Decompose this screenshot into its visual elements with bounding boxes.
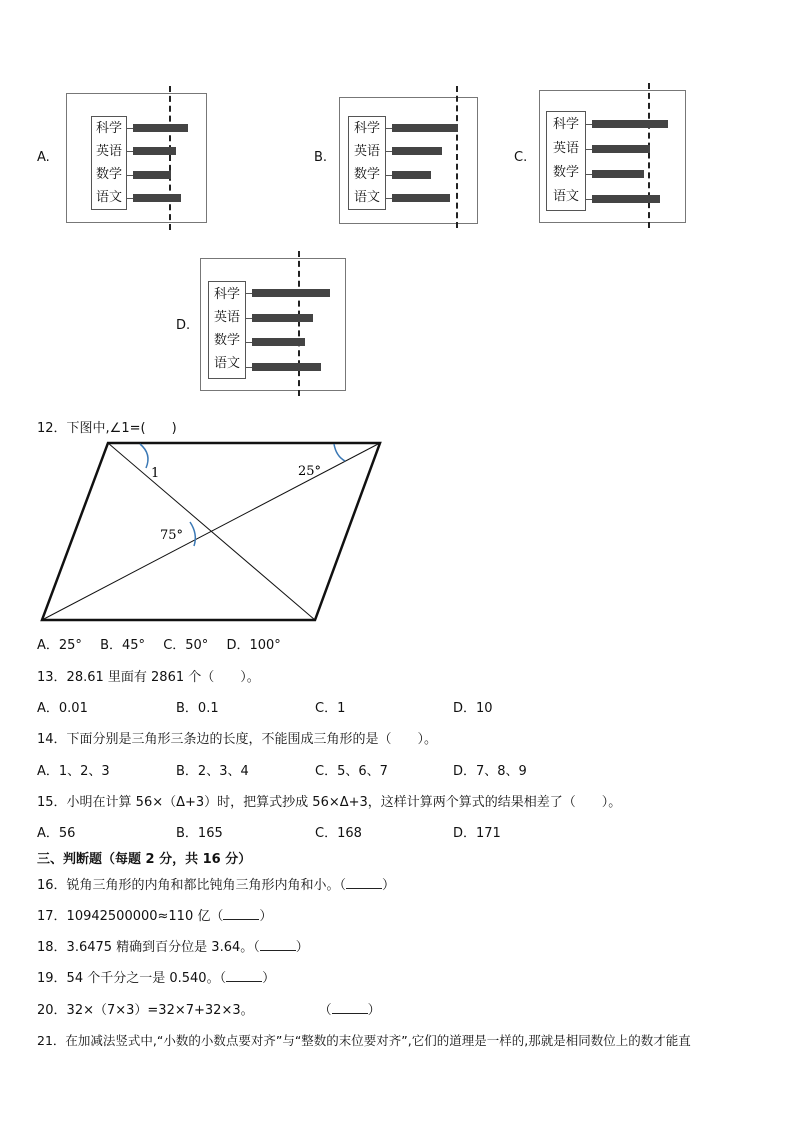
label-chinese: 语文 (353, 190, 380, 205)
judge-item-16 (37, 874, 395, 893)
label-chinese: 语文 (213, 356, 240, 371)
subject-label-box (208, 281, 246, 379)
judge-text: 20．32×（7×3）=32×7+32×3。 （ (37, 1003, 332, 1018)
option-a-chart (66, 93, 207, 223)
judge-item-19 (37, 967, 275, 986)
label-english: 英语 (95, 144, 122, 159)
bar-english (392, 147, 442, 155)
bar-science (133, 124, 188, 132)
diagonal-2 (42, 443, 380, 620)
judge-item-18 (37, 936, 309, 955)
q13-option-c: C．1 (315, 701, 346, 716)
label-english: 英语 (353, 144, 380, 159)
q14-stem: 14．下面分别是三角形三条边的长度，不能围成三角形的是（ ）。 (37, 732, 438, 747)
label-science: 科学 (95, 121, 122, 136)
bar-math (133, 171, 171, 179)
parallelogram-figure (0, 430, 794, 630)
bar-chinese (392, 194, 450, 202)
answer-blank[interactable] (260, 938, 296, 951)
bar-science (592, 120, 668, 128)
q13-option-d: D．10 (453, 701, 493, 716)
option-letter-d: D. (176, 318, 191, 333)
angle-1-arc (140, 444, 148, 468)
angle-label-25: 25° (298, 464, 322, 479)
bar-science (392, 124, 458, 132)
q12-option-d: D．100° (226, 638, 281, 653)
bar-chinese (592, 195, 660, 203)
q12-option-c: C．50° (163, 638, 209, 653)
judge-text: 16．锐角三角形的内角和都比钝角三角形内角和小。（ (37, 878, 347, 893)
q12-option-b: B．45° (100, 638, 146, 653)
label-math: 数学 (552, 165, 579, 180)
judge-end: ） (382, 878, 396, 893)
option-d-chart (200, 258, 346, 391)
bar-science (252, 289, 330, 297)
option-letter-a: A. (37, 150, 50, 165)
judge-item-17 (37, 905, 272, 924)
option-letter-c: C. (514, 150, 528, 165)
label-science: 科学 (353, 121, 380, 136)
bar-english (252, 314, 313, 322)
q15-option-a: A．56 (37, 826, 76, 841)
q13-option-b: B．0.1 (176, 701, 219, 716)
judge-text: 17．10942500000≈110 亿（ (37, 909, 224, 924)
judge-end: ） (295, 940, 309, 955)
q15-option-d: D．171 (453, 826, 501, 841)
label-math: 数学 (353, 167, 380, 182)
angle-25-arc (334, 444, 345, 461)
answer-blank[interactable] (223, 907, 259, 920)
subject-label-box (546, 111, 586, 211)
q12-options (37, 634, 281, 653)
q15-stem: 15．小明在计算 56×（Δ+3）时，把算式抄成 56×Δ+3，这样计算两个算式的结果相差了（ ）。 (37, 795, 622, 810)
subject-label-box (348, 116, 386, 210)
judge-end: ） (367, 1003, 381, 1018)
label-chinese: 语文 (552, 189, 579, 204)
answer-blank[interactable] (332, 1001, 368, 1014)
bar-math (592, 170, 644, 178)
label-english: 英语 (552, 141, 579, 156)
dashed-reference-line (169, 86, 171, 230)
judge-text: 19．54 个千分之一是 0.540。（ (37, 971, 227, 986)
answer-blank[interactable] (226, 969, 262, 982)
option-b-chart (339, 97, 478, 224)
judge-item-20 (37, 999, 381, 1018)
angle-label-75: 75° (160, 528, 184, 543)
subject-label-box (91, 116, 127, 210)
q12-stem: 12．下图中,∠1=( ) (37, 421, 177, 436)
bar-english (133, 147, 176, 155)
dashed-reference-line (648, 83, 650, 228)
q13-stem: 13．28.61 里面有 2861 个（ ）。 (37, 670, 260, 685)
bar-math (392, 171, 431, 179)
q15-option-c: C．168 (315, 826, 362, 841)
judge-end: ） (262, 971, 276, 986)
answer-blank[interactable] (346, 876, 382, 889)
label-math: 数学 (213, 333, 240, 348)
q14-option-c: C．5、6、7 (315, 764, 388, 779)
q12-option-a: A．25° (37, 638, 82, 653)
judge-end: ） (259, 909, 273, 924)
section-title-judge: 三、判断题（每题 2 分，共 16 分） (37, 852, 252, 867)
q14-option-d: D．7、8、9 (453, 764, 527, 779)
angle-label-1: 1 (151, 466, 160, 481)
q13-option-a: A．0.01 (37, 701, 88, 716)
label-chinese: 语文 (95, 190, 122, 205)
q14-option-b: B．2、3、4 (176, 764, 249, 779)
option-letter-b: B. (314, 150, 328, 165)
label-science: 科学 (213, 287, 240, 302)
bar-chinese (133, 194, 181, 202)
label-english: 英语 (213, 310, 240, 325)
label-math: 数学 (95, 167, 122, 182)
dashed-reference-line (298, 251, 300, 396)
bar-english (592, 145, 650, 153)
label-science: 科学 (552, 117, 579, 132)
q15-option-b: B．165 (176, 826, 223, 841)
q14-option-a: A．1、2、3 (37, 764, 110, 779)
judge-item-21: 21．在加减法竖式中,“小数的小数点要对齐”与“整数的末位要对齐”,它们的道理是一样的,那就是相同数位上的数才能直 (37, 1033, 691, 1048)
bar-chinese (252, 363, 321, 371)
option-c-chart (539, 90, 686, 223)
bar-math (252, 338, 305, 346)
judge-text: 18．3.6475 精确到百分位是 3.64。（ (37, 940, 260, 955)
dashed-reference-line (456, 86, 458, 228)
